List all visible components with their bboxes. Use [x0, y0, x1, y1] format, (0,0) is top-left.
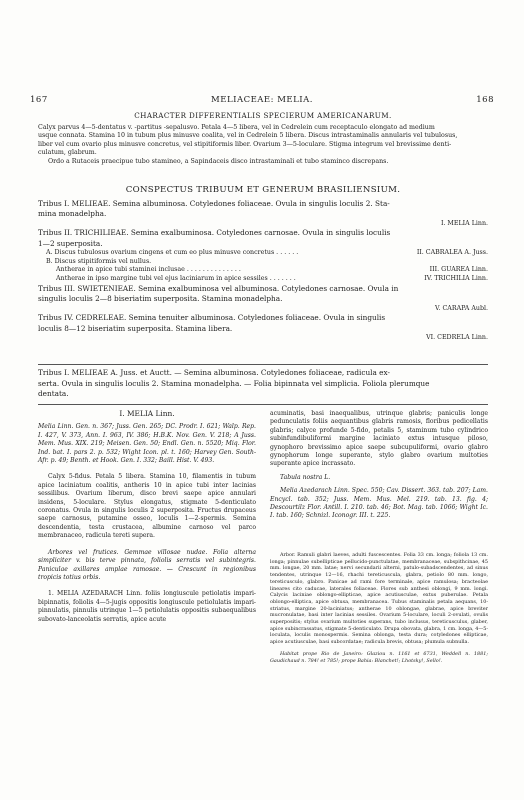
- genus-key-row: [38, 305, 488, 314]
- synonymy: Melia Azedarach Linn. Spec. 550; Cav. Dissert. 363. tab. 207; Lam. Encycl. tab. 352; Juss. Mem. Mus. Mel. 219. tab. 13. fig. 4; Descourtilz Flor. Antill. I. 210. tab. 46; Bot. Mag. tab. 1066; Wight Ic. I. tab. 160; Schnizl. Iconogr. III. t. 225.: [270, 487, 488, 520]
- genus-key-row: [38, 334, 488, 343]
- page-number-left: 167: [30, 95, 48, 105]
- habitat-text: Habitat prope Rio de Janeiro: Glaziou n. 1161 et 6731, Weddell n. 1881; Gaudichaud n. 784! et 785!; prope Bahia: Blanchet!; Lhotsky!, Sello!.: [270, 650, 488, 664]
- tribus-line: serta. Ovula in singulis loculis 2. Stamina monadelpha. — Folia bipinnata vel simplicia. Foliola plerumque: [38, 378, 430, 388]
- genus-key: VI. CEDRELA Linn.: [426, 334, 488, 342]
- divider-rule: [38, 404, 488, 405]
- references: Melia Linn. Gen. n. 367; Juss. Gen. 265; DC. Prodr. I. 621; Walp. Rep. I. 427, V. 373, Ann. I. 963, IV. 386; H.B.K. Nov. Gen. V. 218; A Juss. Mem. Mus. XIX. 219; Meisen. Gen. 50; Endl. Gen. n. 5520; Miq. Flor. Ind. bat. I. pars 2. p. 532; Wight Icon. pl. t. 160; Harvey Gen. South-Afr. p. 49; Benth. et Hook. Gen. I. 332; Baill. Hist. V. 493.: [38, 423, 256, 465]
- tribus-line: Tribus IV. CEDRELEAE. Semina tenuiter albuminosa. Cotyledones foliaceae. Ovula in singulis: [38, 313, 386, 323]
- tribus-line: mina monadelpha.: [38, 209, 107, 219]
- species-diagnosis: 1. MELIA AZEDARACH Linn. foliis longiuscule petiolatis impari-bipinnatis, foliolis 4—5-jugis oppositis longiuscule petiolulatis impari-pinnulatis, pinnulis utrinque 1—5 petiolulatis oppositis subaequalibus subovato-lanceolatis serratis, apice acute: [38, 590, 256, 623]
- tribus-line: Tribus I. MELIEAE. Semina albuminosa. Cotyledones foliaceae. Ovula in singulis loculis 2. Sta-: [38, 198, 390, 208]
- character-heading: CHARACTER DIFFERENTIALIS SPECIERUM AMERICANARUM.: [134, 111, 392, 120]
- plate-reference: Tabula nostra L.: [280, 473, 331, 481]
- detailed-description: Arbor. Ramuli glabri laeves, adulti fuscescentes. Folia 33 cm. longa; foliola 13 cm. longa; pinnulae subellipticae pellucido-punctulatae, membranaceae, subspithcinae, 45 mm. longae, 20 mm. latae; nervi secundarii alterni, patulo-subadscendentes, ad sinus tendentes, utrinque 12—16, rhachi tereticuscula, glabra, petiolo 80 mm. longo, tereticusculo, glabro. Panicae ad rami fore terminale, apice ramulosa; bracteolae lineares cito caducae, laterales foliaceae. Flores sub anthesi oblongi, 9 mm. longi. Calycis laciniae oblongo-ellipticae, apice acutiusculae, extus puberulae. Petala oblongo-elliptica, apice obtusa, membranacea. Tubus staminalis petala aequans, 10-striatus, margine 20-laciniatus; antherae 10 oblongae, glabrae, apice breviter mucronulatae, basi inter lacinias sessiles. Ovarium 5-loculare, loculi 2-ovulati, ovulis superpositis; stylus ovarium multoties superans, tubo inclusus, tereticusculus, glaber, apice subincrassatus, stigmate 5-denticulato. Drupa obovata, glabra, 1 cm. longa, 4—5-loculata, loculis monospermis. Semina oblonga, testa dura; cotyledones ellipticae, apice acutiusculae, basi subcordatae; radicula brevis, obtusa; plumula subnulla.: [270, 552, 488, 646]
- character-line: usque connata. Stamina 10 in tubum plus minusve coalita, vel in Cedrelein 5 libera. Discus intrastaminalis annularis vel tubulosus,: [38, 132, 458, 140]
- divider-rule: [38, 364, 488, 365]
- character-line: culatum, glabrum.: [38, 149, 97, 157]
- running-header: [30, 95, 494, 107]
- species-diagnosis-cont: acuminatis, basi inaequalibus, utrinque glabris; paniculis longe pedunculatis foliis aequantibus glabris ramosis, floribus pedicellatis glabris; calyce profunde 5-fido, petalis 5, staminum tubo cylindrico subinfundibuliformi margine laciniato extus intusque piloso, gynophoro brevissimo apice saepe subcupuliformi, ovario glabro gynophorum longe superante, stylo glabro ovarium multoties superante apice incrassato.: [270, 410, 488, 468]
- ordo-line: Ordo a Rutaceis praecipue tubo stamineo, a Sapindaceis disco intrastaminali et tubo staminco discrepans.: [48, 157, 389, 165]
- key-text: Antherae in apice tubi staminei inclusae . . . . . . . . . . . . . .: [56, 266, 241, 274]
- key-row-a: [38, 249, 488, 258]
- character-section: [38, 112, 488, 167]
- conspectus-heading: CONSPECTUS TRIBUUM ET GENERUM BRASILIENSIUM.: [125, 185, 401, 195]
- key-row-b1: [38, 266, 488, 275]
- left-column: [38, 410, 256, 624]
- genus-heading: I. MELIA Linn.: [119, 409, 175, 418]
- tribus-line: Tribus III. SWIETENIEAE. Semina exalbuminosa vel albuminosa. Cotyledones carnosae. Ovula in: [38, 283, 399, 293]
- key-row-b: [38, 258, 488, 267]
- tribus-line: loculis 8—12 biseriatim superposita. Stamina libera.: [38, 323, 233, 333]
- tribus-2-text: [38, 228, 488, 249]
- tribus-melieae: [38, 368, 488, 400]
- tribus-1-text: [38, 199, 488, 220]
- genus-key: I. MELIA Linn.: [440, 219, 488, 227]
- genus-key: III. GUAREA Linn.: [429, 266, 488, 274]
- character-line: liber vel cum ovario plus minusve concretus, vel stipitiformis liber. Ovarium 3—5-loculare. Stigma integrum vel brevissime denti-: [38, 140, 452, 148]
- genus-key: IV. TRICHILIA Linn.: [424, 274, 488, 282]
- genus-key-row: [38, 220, 488, 229]
- habit-text: Arbores vel frutices. Gemmae villosae nudae. Folia alterna simpliciter v. bis terve pinnata, foliolis serratis vel subintegris. Paniculae axillares amplae ramosae. — Crescunt in regionibus tropicis totius orbis.: [38, 548, 256, 581]
- genus-key: II. CABRALEA A. Juss.: [416, 249, 488, 257]
- tribus-line: singulis loculis 2—8 biseriatim superposita. Stamina monadelpha.: [38, 294, 283, 304]
- running-title: MELIACEAE: MELIA.: [211, 95, 313, 105]
- page-number-right: 168: [476, 95, 494, 105]
- tribus-line: 1—2 superposita.: [38, 238, 103, 248]
- tribus-line: Tribus I. MELIEAE A. Juss. et Auctt. — Semina albuminosa. Cotyledones foliaceae, radicula ex-: [38, 368, 390, 377]
- character-line: Calyx parvus 4—5-dentatus v. -partitus -sepalusvo. Petala 4—5 libera, vel in Cedrelein cum receptaculo elongato ad medium: [38, 123, 435, 131]
- tribus-line: dentata.: [38, 389, 69, 398]
- key-text: Antherae in ipso margine tubi vel ejus laciniarum in apice sessiles . . . . . . .: [56, 274, 296, 282]
- tribus-3-text: [38, 284, 488, 305]
- tribus-line: Tribus II. TRICHILIEAE. Semina exalbuminosa. Cotyledones carnosae. Ovula in singulis loculis: [38, 228, 391, 238]
- key-text: B. Discus stipitiformis vel nullus.: [46, 257, 152, 265]
- right-column: [270, 410, 488, 521]
- description-small: [270, 552, 488, 664]
- key-row-b2: [38, 275, 488, 284]
- tribus-4-text: [38, 313, 488, 334]
- genus-key: V. CARAPA Aubl.: [435, 304, 488, 312]
- genus-description: Calyx 5-fidus. Petala 5 libera. Stamina 10, filamentis in tubum apice laciniatum coalitis, antheris 10 in apice tubi inter lacinias sessilibus. Ovarium liberum, disco brevi saepe apice annulari insidens, 5-loculare. Stylus elongatus, stigmate 5-denticulato coronatus. Ovula in singulis loculis 2 superposita. Fructus drupaceus saepe carnosus, putamine osseo, loculis 1—2-spermis. Semina descendentia, testa crustacea, albumine carnoso vel parco membranaceo, radicula tereti supera.: [38, 473, 256, 540]
- conspectus-section: [38, 186, 488, 343]
- key-text: A. Discus tubulosus ovarium cingens et cum eo plus minusve concretus . . . . . .: [46, 249, 299, 257]
